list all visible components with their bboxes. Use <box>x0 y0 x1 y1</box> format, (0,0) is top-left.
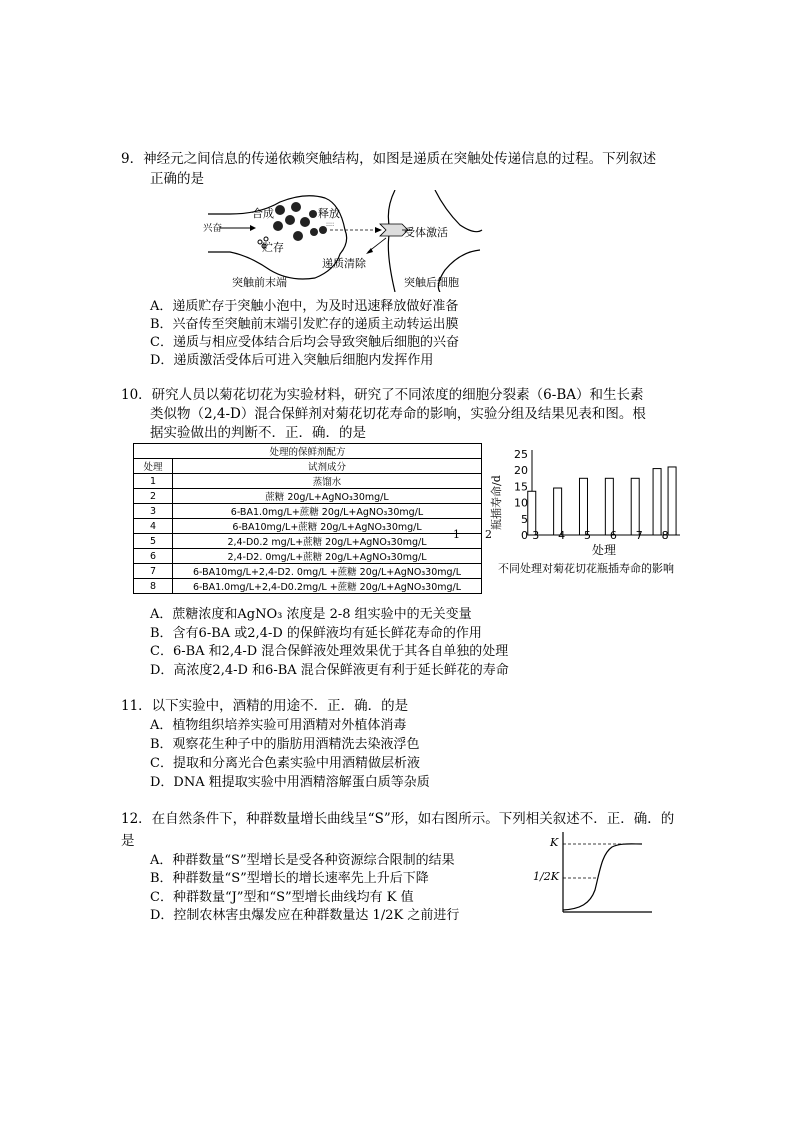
label-qianmo: 突触前末端 <box>232 276 287 289</box>
table-row <box>134 504 482 519</box>
label-qingchu: 递质清除 <box>322 257 366 270</box>
q9-stem-line1: 9．神经元之间信息的传递依赖突触结构，如图是递质在突触处传递信息的过程。下列叙述 <box>121 151 657 167</box>
table-caption: 处理的保鲜剂配方 <box>134 444 482 459</box>
q10-stem-line2: 类似物（2,4-D）混合保鲜剂对菊花切花寿命的影响，实验分组及结果见表和图。根 <box>150 406 646 422</box>
table-header-treatment: 处理 <box>134 459 173 474</box>
q9-option-a: A．递质贮存于突触小泡中，为及时迅速释放做好准备 <box>150 299 459 314</box>
q12-option-a: A．种群数量“S”型增长是受各种资源综合限制的结果 <box>150 853 455 868</box>
table-cell: 2,4-D2. 0mg/L+蔗糖 20g/L+AgNO₃30mg/L <box>173 549 482 564</box>
y-tick-label: 5 <box>521 512 528 526</box>
y-tick-label: 20 <box>514 464 528 478</box>
stray-number-2: 2 <box>485 528 492 541</box>
label-xingfen: 兴奋 <box>203 223 223 234</box>
bar <box>668 467 676 535</box>
s-curve <box>563 844 642 910</box>
x-tick-label: 6 <box>609 529 617 542</box>
table-row <box>134 534 482 549</box>
q10-stem-line3: 据实验做出的判断不．正．确．的是 <box>150 425 366 441</box>
chart-ylabel: 瓶插寿命/d <box>490 475 503 530</box>
y-tick-label: 10 <box>514 496 528 510</box>
q9-option-d: D．递质激活受体后可进入突触后细胞内发挥作用 <box>150 353 434 368</box>
bar <box>653 469 661 535</box>
table-row <box>134 519 482 534</box>
table-cell: 6-BA1.0mg/L+蔗糖 20g/L+AgNO₃30mg/L <box>173 504 482 519</box>
q10-stem-line1: 10．研究人员以菊花切花为实验材料，研究了不同浓度的细胞分裂素（6-BA）和生长素 <box>121 387 644 403</box>
chart-caption: 不同处理对菊花切花瓶插寿命的影响 <box>498 562 674 575</box>
q9-option-c: C．递质与相应受体结合后均会导致突触后细胞的兴奋 <box>150 335 459 350</box>
table-cell: 6-BA1.0mg/L+2,4-D0.2mg/L +蔗糖 20g/L+AgNO₃30mg/L <box>173 579 482 594</box>
q11-stem: 11．以下实验中，酒精的用途不．正．确．的是 <box>121 698 409 714</box>
table-row <box>134 564 482 579</box>
q12-option-c: C．种群数量“J”型和“S”型增长曲线均有 K 值 <box>150 890 414 905</box>
table-cell: 7 <box>134 564 173 579</box>
q11-option-c: C．提取和分离光合色素实验中用酒精做层析液 <box>150 756 420 771</box>
label-shifang: 释放 <box>318 207 340 220</box>
table-row <box>134 549 482 564</box>
table-row <box>134 474 482 489</box>
q10-option-c: C．6-BA 和2,4-D 混合保鲜液处理效果优于其各自单独的处理 <box>150 644 509 659</box>
bar <box>554 488 562 535</box>
table-cell: 2,4-D0.2 mg/L+蔗糖 20g/L+AgNO₃30mg/L <box>173 534 482 549</box>
label-shouti: 受体激活 <box>404 226 448 239</box>
table-row <box>134 489 482 504</box>
table-cell: 蔗糖 20g/L+AgNO₃30mg/L <box>173 489 482 504</box>
q9-stem-line2: 正确的是 <box>150 171 204 187</box>
label-hecheng: 合成 <box>252 207 274 220</box>
y-tick-label: 15 <box>514 480 528 494</box>
x-tick-label: 3 <box>532 529 540 542</box>
q9-option-b: B．兴奋传至突触前末端引发贮存的递质主动转运出膜 <box>150 317 459 332</box>
q11-option-d: D．DNA 粗提取实验中用酒精溶解蛋白质等杂质 <box>150 775 430 790</box>
q12-stem-line2: 是 <box>121 833 135 849</box>
table-header-reagent: 试剂成分 <box>173 459 482 474</box>
x-tick-label: 4 <box>558 529 566 542</box>
table-cell: 5 <box>134 534 173 549</box>
bar <box>579 478 587 535</box>
svg-text:::::: :::: <box>326 221 335 228</box>
x-tick-label: 5 <box>583 529 591 542</box>
table-cell: 蒸馏水 <box>173 474 482 489</box>
table-cell: 1 <box>134 474 173 489</box>
x-tick-label: 7 <box>635 529 643 542</box>
table-cell: 4 <box>134 519 173 534</box>
table-row <box>134 579 482 594</box>
table-cell: 2 <box>134 489 173 504</box>
bar <box>605 478 613 535</box>
q12-option-d: D．控制农林害虫爆发应在种群数量达 1/2K 之前进行 <box>150 908 460 923</box>
stray-number-1: 1 <box>453 528 460 541</box>
q11-option-b: B．观察花生种子中的脂肪用酒精洗去染液浮色 <box>150 737 420 752</box>
x-tick-label: 8 <box>661 529 669 542</box>
y-tick-label: 0 <box>521 529 528 542</box>
q10-option-a: A．蔗糖浓度和AgNO₃ 浓度是 2-8 组实验中的无关变量 <box>150 607 472 622</box>
q12-option-b: B．种群数量“S”型增长的增长速率先上升后下降 <box>150 871 429 886</box>
label-zhucun: 贮存 <box>262 241 284 254</box>
label-houxibao: 突触后细胞 <box>404 276 459 289</box>
label-halfk: 1/2K <box>533 870 559 883</box>
table-cell: 6-BA10mg/L+2,4-D2. 0mg/L +蔗糖 20g/L+AgNO₃30mg/L <box>173 564 482 579</box>
q10-option-b: B．含有6-BA 或2,4-D 的保鲜液均有延长鲜花寿命的作用 <box>150 626 482 641</box>
table-cell: 6-BA10mg/L+蔗糖 20g/L+AgNO₃30mg/L <box>173 519 482 534</box>
y-tick-label: 25 <box>514 448 528 461</box>
table-cell: 6 <box>134 549 173 564</box>
q11-option-a: A．植物组织培养实验可用酒精对外植体消毒 <box>150 718 407 733</box>
table-cell: 3 <box>134 504 173 519</box>
chart-xlabel: 处理 <box>592 543 617 557</box>
label-k: K <box>550 836 559 849</box>
q12-stem-line1: 12．在自然条件下，种群数量增长曲线呈“S”形，如右图所示。下列相关叙述不．正．确．的 <box>121 811 675 827</box>
table-cell: 8 <box>134 579 173 594</box>
bar <box>631 478 639 535</box>
preservative-table <box>133 443 482 594</box>
q10-option-d: D．高浓度2,4-D 和6-BA 混合保鲜液更有利于延长鲜花的寿命 <box>150 663 509 678</box>
